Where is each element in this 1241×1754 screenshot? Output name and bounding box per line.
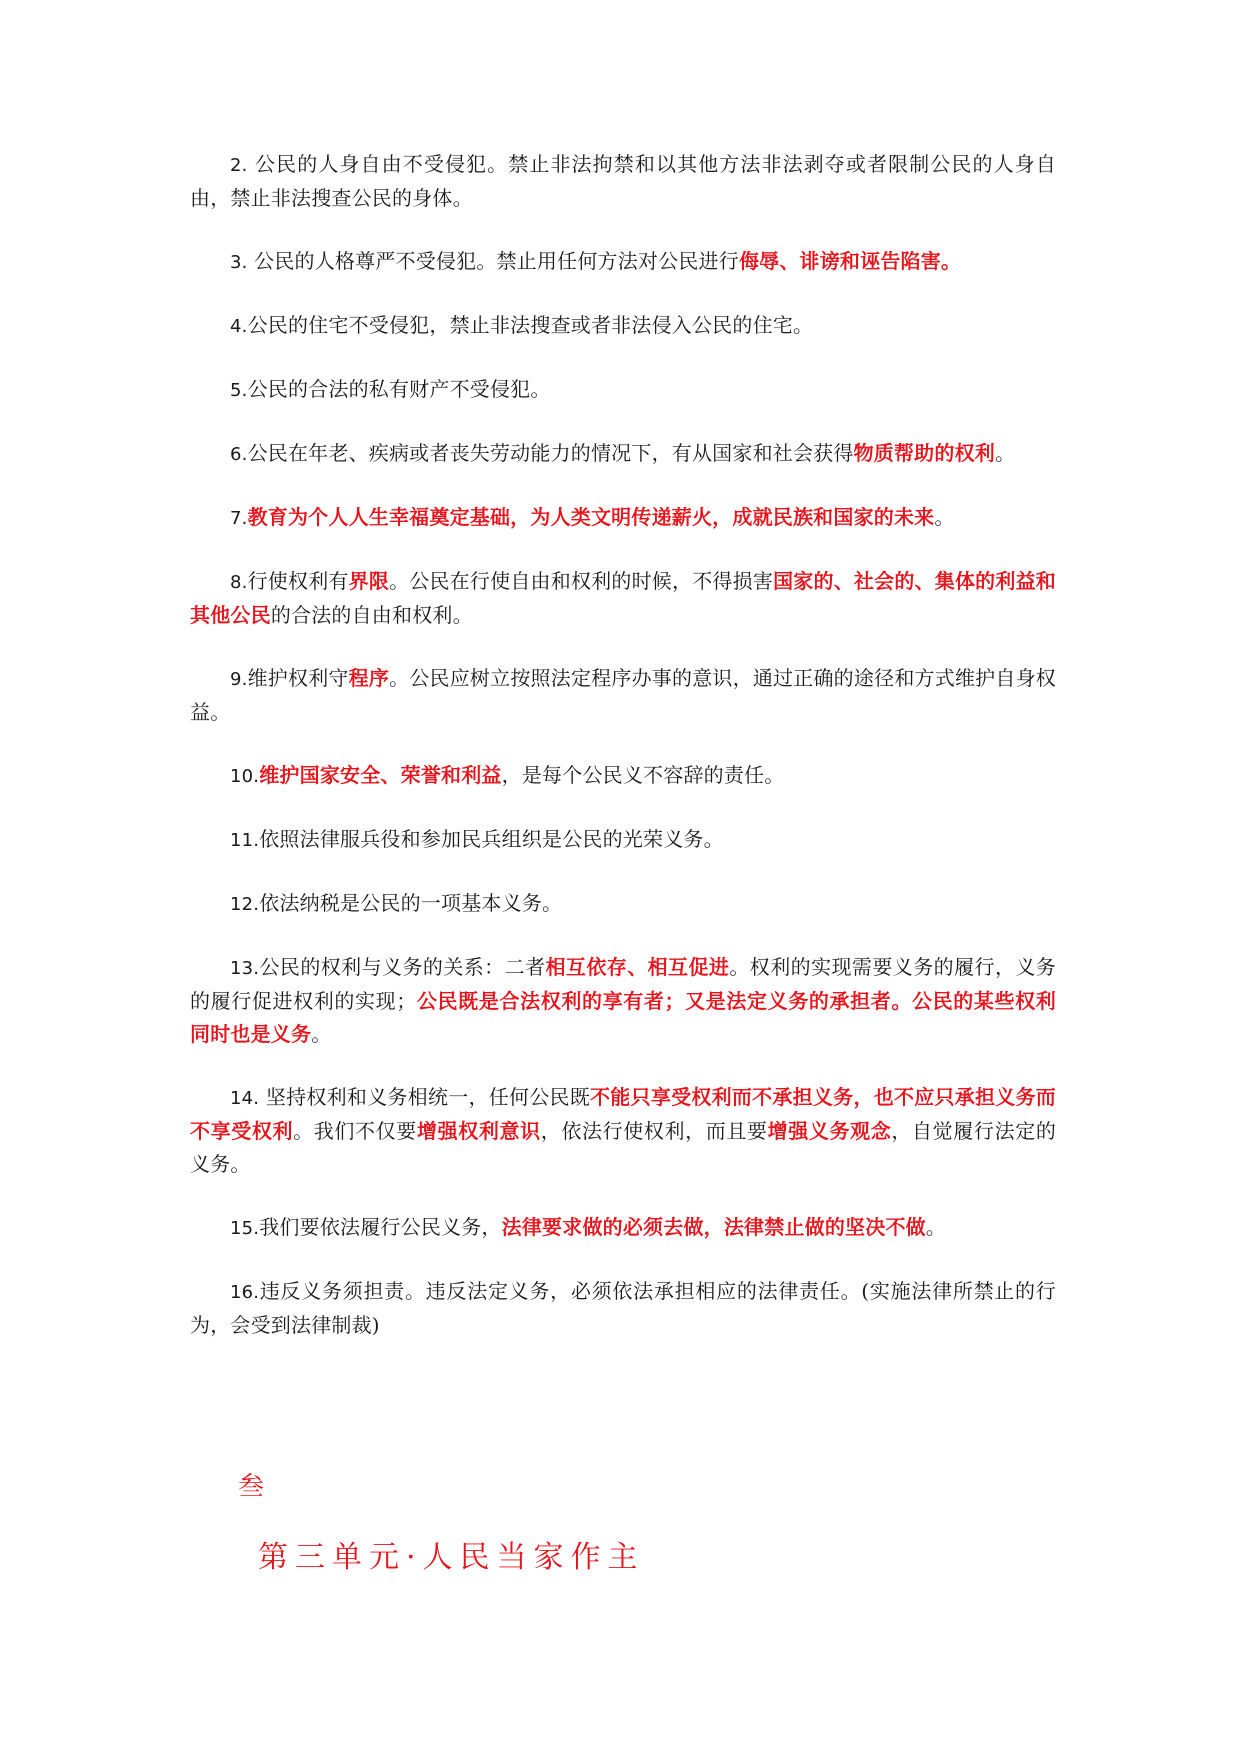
highlight-text: 增强权利意识 [416, 1119, 541, 1143]
paragraph-6 [190, 437, 1056, 471]
body-text: 。 [934, 505, 955, 529]
body-text: 。权利的实现需要义务的履行，义务的履行促进权利的实现； [190, 955, 1056, 1013]
body-text: 的合法的自由和权利。 [270, 603, 473, 627]
paragraph-16 [190, 1275, 1056, 1342]
paragraph-number: 13. [230, 958, 260, 979]
highlight-text: 增强义务观念 [767, 1119, 892, 1143]
body-text: 。 [311, 1022, 332, 1046]
paragraph-7 [190, 501, 1056, 535]
body-text: 。公民应树立按照法定程序办事的意识，通过正确的途径和方式维护自身权益。 [190, 666, 1056, 724]
highlight-text: 国家的、社会的、集体的利益和其他公民 [190, 569, 1056, 627]
body-text: 违反义务须担责。违反法定义务，必须依法承担相应的法律责任。(实施法律所禁止的行为，会受到法律制裁) [190, 1279, 1056, 1337]
body-text: 依法纳税是公民的一项基本义务。 [259, 891, 563, 915]
document-body [190, 148, 1056, 1372]
highlight-text: 不能只享受权利而不承担义务，也不应只承担义务而不享受权利 [190, 1085, 1056, 1143]
body-text: 。我们不仅要 [293, 1119, 417, 1143]
paragraph-number: 10. [230, 766, 260, 787]
paragraph-number: 12. [230, 894, 260, 915]
body-text: 维护权利守 [247, 666, 349, 690]
highlight-text: 界限 [348, 569, 390, 593]
body-text: 公民的人身自由不受侵犯。禁止非法拘禁和以其他方法非法剥夺或者限制公民的人身自由，禁止非法搜查公民的身体。 [190, 152, 1056, 210]
paragraph-4 [190, 309, 1056, 343]
paragraph-3 [190, 245, 1056, 279]
body-text: 行使权利有 [247, 569, 349, 593]
highlight-text: 侮辱、诽谤和诬告陷害。 [738, 249, 962, 273]
paragraph-number: 11. [230, 830, 260, 851]
paragraph-13 [190, 951, 1056, 1051]
body-text: 坚持权利和义务相统一，任何公民既 [259, 1085, 591, 1109]
body-text: 依照法律服兵役和参加民兵组织是公民的光荣义务。 [259, 827, 724, 851]
paragraph-2 [190, 148, 1056, 215]
body-text: 公民的合法的私有财产不受侵犯。 [247, 377, 551, 401]
paragraph-8 [190, 565, 1056, 632]
body-text: 公民在年老、疾病或者丧失劳动能力的情况下，有从国家和社会获得 [247, 441, 854, 465]
paragraph-number: 7. [230, 508, 248, 529]
paragraph-number: 3. [230, 252, 248, 273]
paragraph-number: 14. [230, 1088, 260, 1109]
paragraph-number: 16. [230, 1282, 260, 1303]
paragraph-14 [190, 1081, 1056, 1181]
paragraph-number: 2. [230, 155, 248, 176]
body-text: ，是每个公民义不容辞的责任。 [501, 763, 785, 787]
highlight-text: 公民既是合法权利的享有者；又是法定义务的承担者。公民的某些权利同时也是义务 [190, 989, 1057, 1046]
highlight-text: 相互依存、相互促进 [545, 955, 730, 979]
paragraph-5 [190, 373, 1056, 407]
paragraph-number: 4. [230, 316, 248, 337]
body-text: 。 [925, 1215, 947, 1239]
highlight-text: 教育为个人人生幸福奠定基础，为人类文明传递薪火，成就民族和国家的未来 [247, 505, 935, 529]
unit-title: 第三单元·人民当家作主 [258, 1540, 645, 1575]
body-text: 我们要依法履行公民义务， [259, 1215, 502, 1239]
paragraph-number: 5. [230, 380, 248, 401]
section-mark: 叁 [238, 1472, 265, 1502]
paragraph-number: 8. [230, 572, 248, 593]
paragraph-12 [190, 887, 1056, 921]
paragraph-number: 6. [230, 444, 248, 465]
paragraph-11 [190, 823, 1056, 857]
paragraph-10 [190, 759, 1056, 793]
highlight-text: 物质帮助的权利 [853, 441, 995, 465]
highlight-text: 维护国家安全、荣誉和利益 [259, 763, 502, 787]
paragraph-9 [190, 662, 1056, 729]
body-text: 公民的权利与义务的关系：二者 [259, 955, 546, 979]
body-text: 公民的住宅不受侵犯，禁止非法搜查或者非法侵入公民的住宅。 [247, 313, 814, 337]
body-text: 。公民在行使自由和权利的时候，不得损害 [389, 569, 774, 593]
highlight-text: 程序 [348, 666, 390, 690]
body-text: ，自觉履行法定的义务。 [190, 1119, 1057, 1176]
body-text: 。 [994, 441, 1016, 465]
body-text: 公民的人格尊严不受侵犯。禁止用任何方法对公民进行 [247, 249, 739, 273]
body-text: ，依法行使权利，而且要 [540, 1119, 768, 1143]
paragraph-15 [190, 1211, 1056, 1245]
highlight-text: 法律要求做的必须去做，法律禁止做的坚决不做 [501, 1215, 926, 1239]
paragraph-number: 9. [230, 669, 248, 690]
paragraph-number: 15. [230, 1218, 260, 1239]
